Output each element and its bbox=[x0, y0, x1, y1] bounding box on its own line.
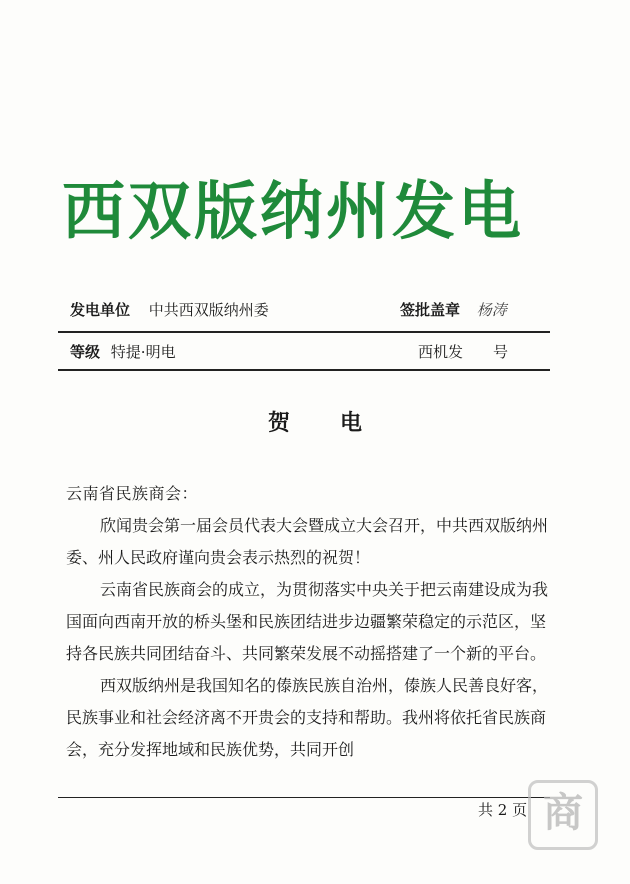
sender-label: 发电单位 bbox=[70, 301, 131, 319]
page-count: 共 2 页 bbox=[478, 801, 528, 819]
header-divider-bottom bbox=[58, 369, 550, 371]
level-row bbox=[70, 340, 540, 364]
footer-divider bbox=[58, 797, 550, 798]
document-title: 贺电 bbox=[267, 411, 412, 436]
doc-number: 西机发 号 bbox=[418, 343, 509, 361]
signer-signature: 杨涛 bbox=[476, 301, 507, 319]
signer-group bbox=[400, 298, 507, 322]
body-paragraph: 欣闻贵会第一届会员代表大会暨成立大会召开，中共西双版纳州委、州人民政府谨向贵会表示热烈的祝贺！ bbox=[66, 516, 549, 567]
signer-label: 签批盖章 bbox=[400, 301, 461, 319]
sender-value: 中共西双版纳州委 bbox=[148, 301, 269, 319]
header-divider-top bbox=[58, 331, 550, 333]
watermark-logo: 商 bbox=[528, 780, 598, 850]
masthead-title: 西双版纳州发电 bbox=[62, 175, 524, 248]
body-paragraph: 西双版纳州是我国知名的傣族民族自治州，傣族人民善良好客，民族事业和社会经济离不开贵会的支持和帮助。我州将依托省民族商会，充分发挥地域和民族优势，共同开创 bbox=[66, 676, 549, 759]
document-body bbox=[66, 478, 556, 766]
body-paragraph: 云南省民族商会的成立，为贯彻落实中央关于把云南建设成为我国面向西南开放的桥头堡和民族团结进步边疆繁荣稳定的示范区，坚持各民族共同团结奋斗、共同繁荣发展不动摇搭建了一个新的平台。 bbox=[66, 580, 549, 663]
sender-row bbox=[70, 298, 540, 322]
level-value: 特提·明电 bbox=[110, 343, 176, 361]
salutation: 云南省民族商会： bbox=[66, 484, 199, 503]
level-label: 等级 bbox=[70, 343, 101, 361]
